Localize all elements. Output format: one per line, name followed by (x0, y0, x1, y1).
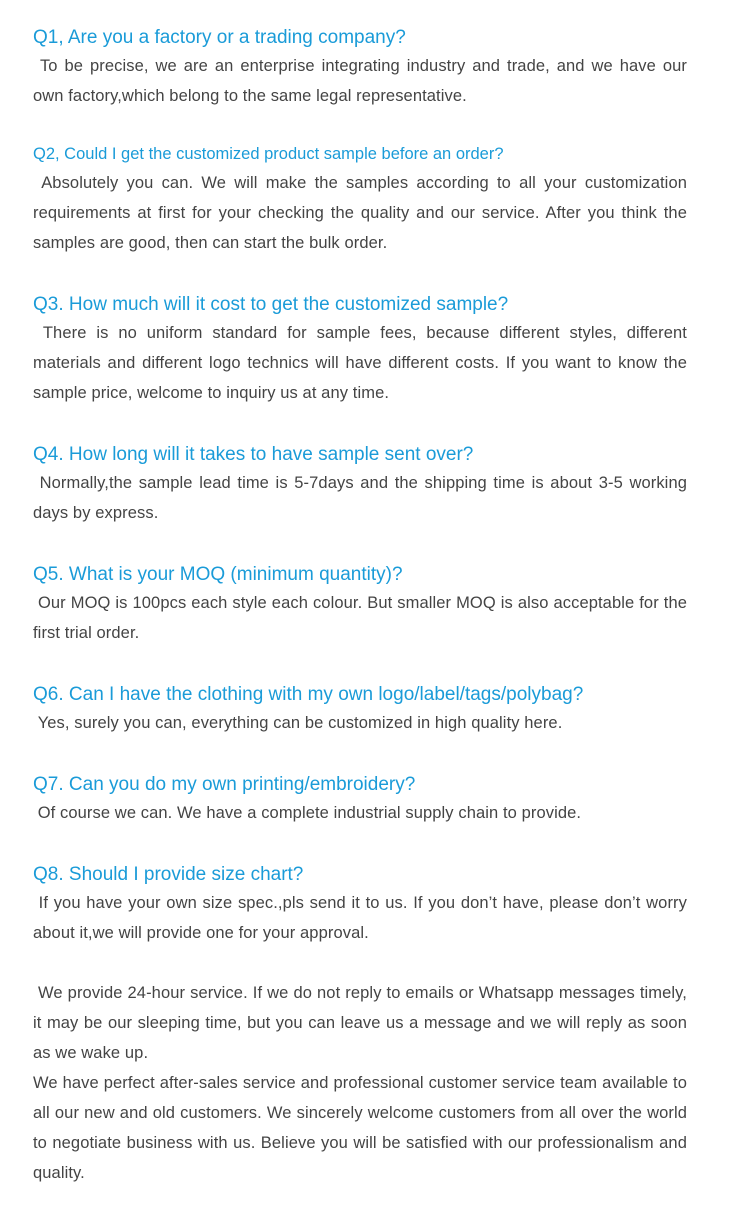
faq-question: Q7. Can you do my own printing/embroidery? (33, 774, 416, 795)
faq-answer: If you have your own size spec.,pls send it to us. If you don’t have, please don’t worry about it,we will provide one for your approval. (33, 894, 687, 942)
faq-item-q6 (33, 681, 687, 738)
faq-section (33, 24, 687, 1188)
faq-item-q3 (33, 291, 687, 408)
spacer (33, 258, 687, 291)
faq-question: Q4. How long will it takes to have sample sent over? (33, 444, 474, 465)
spacer (33, 828, 687, 861)
spacer (33, 738, 687, 771)
spacer (33, 408, 687, 441)
faq-question: Q6. Can I have the clothing with my own logo/label/tags/polybag? (33, 684, 584, 705)
spacer (33, 111, 687, 141)
faq-answer: To be precise, we are an enterprise integrating industry and trade, and we have our own factory,which belong to the same legal representative. (33, 57, 688, 105)
faq-item-q4 (33, 441, 687, 528)
faq-answer: Yes, surely you can, everything can be customized in high quality here. (37, 714, 563, 732)
faq-answer: Normally,the sample lead time is 5-7days and the shipping time is about 3-5 working days by express. (33, 474, 688, 522)
faq-answer: There is no uniform standard for sample fees, because different styles, different materials and different logo technics will have different costs. If you want to know the sample price, welcome to inquiry us at any time. (33, 324, 687, 402)
faq-question: Q5. What is your MOQ (minimum quantity)? (33, 564, 403, 585)
spacer (33, 528, 687, 561)
spacer (33, 648, 687, 681)
faq-question: Q3. How much will it cost to get the customized sample? (33, 294, 509, 315)
faq-answer: Our MOQ is 100pcs each style each colour. But smaller MOQ is also acceptable for the first trial order. (33, 594, 687, 642)
faq-item-q8 (33, 861, 687, 948)
faq-question: Q8. Should I provide size chart? (33, 864, 304, 885)
faq-question: Q2, Could I get the customized product sample before an order? (33, 145, 504, 163)
faq-item-q1 (33, 24, 687, 111)
faq-answer: Of course we can. We have a complete industrial supply chain to provide. (37, 804, 582, 822)
spacer (33, 948, 687, 978)
faq-question: Q1, Are you a factory or a trading company? (33, 27, 406, 48)
closing-section (33, 978, 687, 1188)
faq-item-q2 (33, 141, 687, 258)
after-sales-paragraph: We have perfect after-sales service and professional customer service team available to all our new and old customers. We sincerely welcome customers from all over the world to negotiate business with us. Believe you will be satisfied with our professionalism and quality. (33, 1074, 687, 1182)
faq-item-q5 (33, 561, 687, 648)
service-paragraph: We provide 24-hour service. If we do not reply to emails or Whatsapp messages timely, it may be our sleeping time, but you can leave us a message and we will reply as soon as we wake up. (33, 984, 687, 1062)
faq-answer: Absolutely you can. We will make the samples according to all your customization requirements at first for your checking the quality and our service. After you think the samples are good, then can start the bulk order. (33, 174, 687, 252)
faq-item-q7 (33, 771, 687, 828)
